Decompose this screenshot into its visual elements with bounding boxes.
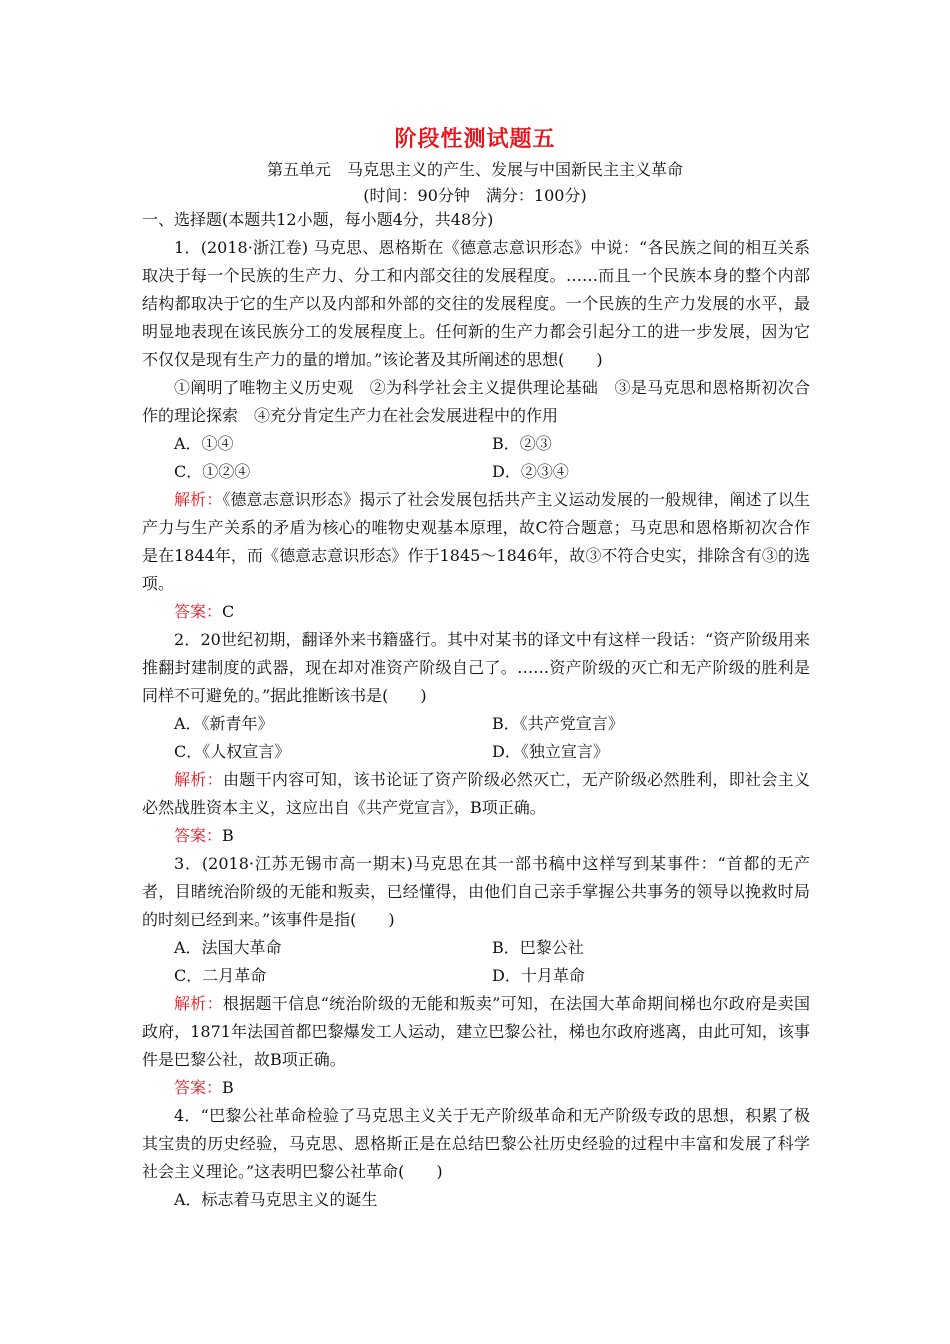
answer-value: B bbox=[222, 1078, 234, 1097]
answer bbox=[142, 1074, 810, 1102]
analysis-label: 解析： bbox=[174, 490, 223, 509]
analysis-label: 解析： bbox=[174, 994, 223, 1013]
answer-label: 答案： bbox=[174, 602, 223, 621]
analysis-text: 由题干内容可知，该书论证了资产阶级必然灭亡，无产阶级必然胜利，即社会主义必然战胜资本主义，这应出自《共产党宣言》，B项正确。 bbox=[142, 770, 810, 817]
question-statements: ①阐明了唯物主义历史观 ②为科学社会主义提供理论基础 ③是马克思和恩格斯初次合作的理论探索 ④充分肯定生产力在社会发展进程中的作用 bbox=[142, 378, 810, 425]
answer-value: C bbox=[222, 602, 235, 621]
option-a: A．标志着马克思主义的诞生 bbox=[174, 1190, 378, 1209]
analysis-label: 解析： bbox=[174, 770, 223, 789]
options-row bbox=[142, 458, 810, 486]
option-c: C．《人权宣言》 bbox=[174, 742, 291, 761]
question-stem: 2．20世纪初期，翻译外来书籍盛行。其中对某书的译文中有这样一段话：“资产阶级用来推翻封建制度的武器，现在却对准资产阶级自己了。……资产阶级的灭亡和无产阶级的胜利是同样不可避免的。”据此推断该书是( ) bbox=[142, 630, 810, 705]
answer-value: B bbox=[222, 826, 234, 845]
option-d: D．十月革命 bbox=[492, 966, 585, 985]
content bbox=[142, 206, 810, 1214]
question-stem: 3．(2018·江苏无锡市高一期末)马克思在其一部书稿中这样写到某事件：“首都的无产者，目睹统治阶级的无能和叛卖，已经懂得，由他们自己亲手掌握公共事务的领导以挽救时局的时刻已经到来。”该事件是指( ) bbox=[142, 854, 810, 929]
option-b: B．《共产党宣言》 bbox=[492, 714, 624, 733]
options-row bbox=[142, 934, 810, 962]
option-a: A．法国大革命 bbox=[174, 938, 282, 957]
option-c: C．二月革命 bbox=[174, 966, 267, 985]
option-d: D．《独立宣言》 bbox=[492, 742, 609, 761]
option-a: A．①④ bbox=[174, 434, 234, 453]
question-stem: 1．(2018·浙江卷) 马克思、恩格斯在《德意志意识形态》中说：“各民族之间的相互关系取决于每一个民族的生产力、分工和内部交往的发展程度。……而且一个民族本身的整个内部结构都取决于它的生产以及内部和外部的交往的发展程度。一个民族的生产力发展的水平，最明显地表现在该民族分工的发展程度上。任何新的生产力都会引起分工的进一步发展，因为它不仅仅是现有生产力的量的增加。”该论著及其所阐述的思想( ) bbox=[142, 238, 810, 369]
options-row bbox=[142, 710, 810, 738]
analysis bbox=[142, 990, 810, 1074]
question-4 bbox=[142, 1102, 810, 1214]
question-2 bbox=[142, 626, 810, 850]
options-row bbox=[142, 430, 810, 458]
answer bbox=[142, 822, 810, 850]
section-heading: 一、选择题(本题共12小题，每小题4分，共48分) bbox=[142, 210, 494, 229]
unit-subtitle: 第五单元 马克思主义的产生、发展与中国新民主主义革命 bbox=[266, 160, 683, 179]
option-a: A．《新青年》 bbox=[174, 714, 274, 733]
question-stem: 4．“巴黎公社革命检验了马克思主义关于无产阶级革命和无产阶级专政的思想，积累了极其宝贵的历史经验，马克思、恩格斯正是在总结巴黎公社历史经验的过程中丰富和发展了科学社会主义理论。”这表明巴黎公社革命( ) bbox=[142, 1106, 810, 1181]
analysis bbox=[142, 486, 810, 598]
analysis-text: 《德意志意识形态》揭示了社会发展包括共产主义运动发展的一般规律，阐述了以生产力与生产关系的矛盾为核心的唯物史观基本原理，故C符合题意；马克思和恩格斯初次合作是在1844年，而《德意志意识形态》作于1845～1846年，故③不符合史实，排除含有③的选项。 bbox=[142, 490, 810, 593]
answer bbox=[142, 598, 810, 626]
option-d: D．②③④ bbox=[492, 462, 569, 481]
options-row bbox=[142, 962, 810, 990]
option-c: C．①②④ bbox=[174, 462, 251, 481]
exam-meta: (时间：90分钟 满分：100分) bbox=[363, 186, 587, 205]
answer-label: 答案： bbox=[174, 826, 223, 845]
options-row bbox=[142, 738, 810, 766]
answer-label: 答案： bbox=[174, 1078, 223, 1097]
option-b: B．②③ bbox=[492, 434, 552, 453]
page-title: 阶段性测试题五 bbox=[394, 126, 556, 152]
question-3 bbox=[142, 850, 810, 1102]
analysis-text: 根据题干信息“统治阶级的无能和叛卖”可知，在法国大革命期间梯也尔政府是卖国政府，1871年法国首都巴黎爆发工人运动，建立巴黎公社，梯也尔政府逃离，由此可知，该事件是巴黎公社，故B项正确。 bbox=[142, 994, 810, 1069]
question-1 bbox=[142, 234, 810, 626]
analysis bbox=[142, 766, 810, 822]
option-b: B．巴黎公社 bbox=[492, 938, 584, 957]
